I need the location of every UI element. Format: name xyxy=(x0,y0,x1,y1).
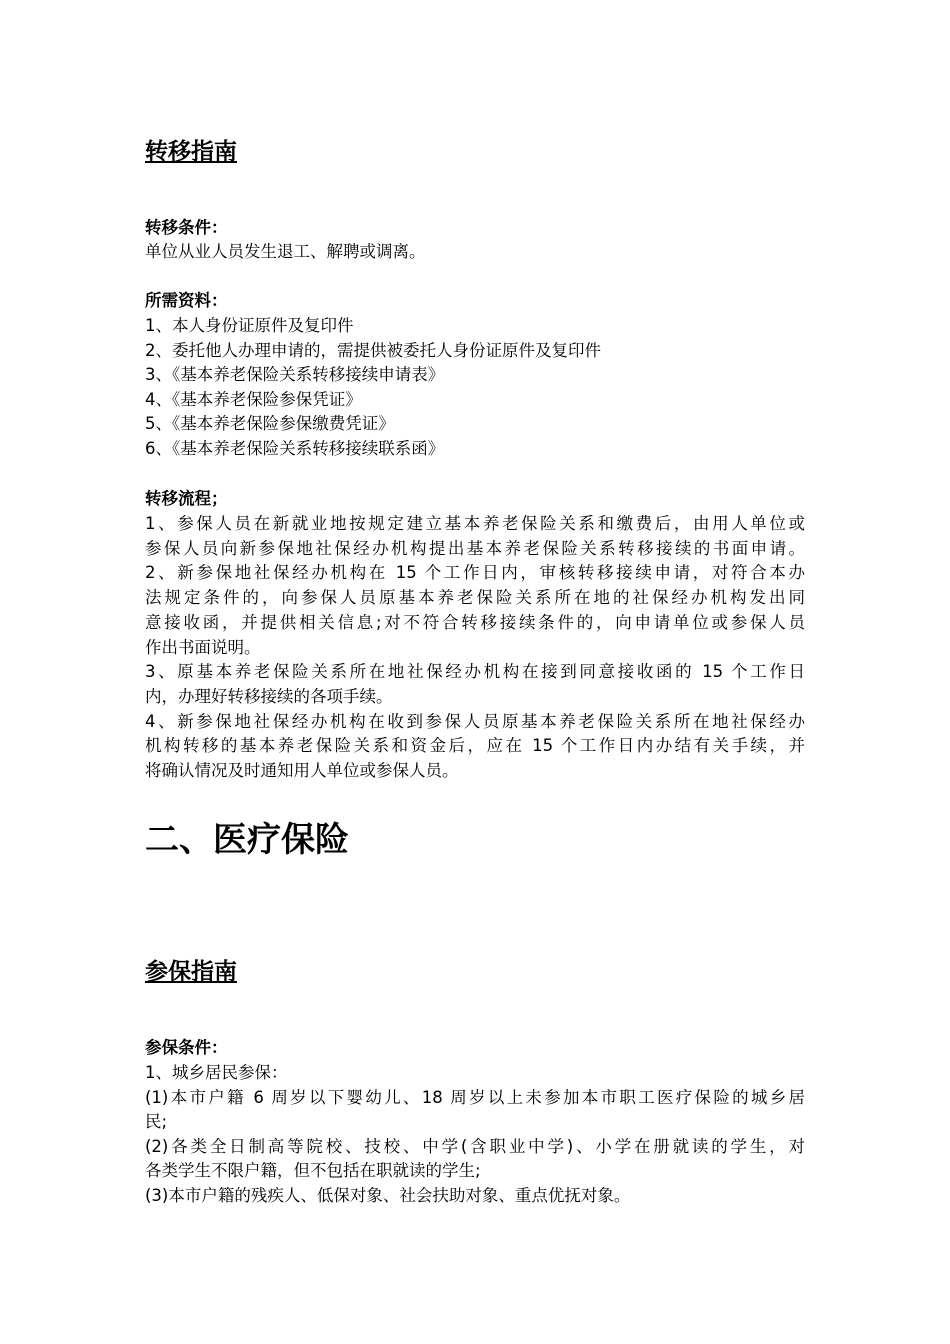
chapter-title-medical-insurance: 二、医疗保险 xyxy=(145,820,349,860)
text-line: 3、《基本养老保险关系转移接续申请表》 xyxy=(145,365,445,385)
text-line: 参保人员向新参保地社保经办机构提出基本养老保险关系转移接续的书面申请。 xyxy=(145,538,805,558)
text-line: 4、新参保地社保经办机构在收到参保人员原基本养老保险关系所在地社保经办 xyxy=(145,711,805,731)
text-line: 5、《基本养老保险参保缴费凭证》 xyxy=(145,414,395,434)
text-line: (1)本市户籍 6 周岁以下婴幼儿、18 周岁以上未参加本市职工医疗保险的城乡居 xyxy=(145,1087,805,1107)
text-line: 民; xyxy=(145,1112,168,1132)
required-docs-label: 所需资料： xyxy=(145,291,228,310)
enrollment-conditions-label: 参保条件： xyxy=(145,1038,228,1057)
transfer-conditions-text: 单位从业人员发生退工、解聘或调离。 xyxy=(145,242,426,261)
text-line: 1、城乡居民参保： xyxy=(145,1063,288,1082)
section-title-transfer-guide: 转移指南 xyxy=(145,139,237,165)
text-line: 4、《基本养老保险参保凭证》 xyxy=(145,389,362,409)
text-line: 各类学生不限户籍，但不包括在职就读的学生; xyxy=(145,1161,481,1181)
text-line: 作出书面说明。 xyxy=(145,637,261,657)
text-line: 内，办理好转移接续的各项手续。 xyxy=(145,686,393,706)
text-line: 6、《基本养老保险关系转移接续联系函》 xyxy=(145,439,445,458)
text-line: 1、本人身份证原件及复印件 xyxy=(145,316,354,335)
text-line: 将确认情况及时通知用人单位或参保人员。 xyxy=(145,761,459,780)
text-line: 2、新参保地社保经办机构在 15 个工作日内，审核转移接续申请，对符合本办 xyxy=(145,563,805,583)
text-line: 法规定条件的，向参保人员原基本养老保险关系所在地的社保经办机构发出同 xyxy=(145,588,805,608)
section-title-enrollment-guide: 参保指南 xyxy=(145,959,237,985)
text-line: 2、委托他人办理申请的，需提供被委托人身份证原件及复印件 xyxy=(145,340,601,360)
text-line: 1、参保人员在新就业地按规定建立基本养老保险关系和缴费后，由用人单位或 xyxy=(145,514,805,533)
text-line: (3)本市户籍的残疾人、低保对象、社会扶助对象、重点优抚对象。 xyxy=(145,1186,631,1205)
text-line: (2)各类全日制高等院校、技校、中学(含职业中学)、小学在册就读的学生，对 xyxy=(145,1136,805,1156)
text-line: 3、原基本养老保险关系所在地社保经办机构在接到同意接收函的 15 个工作日 xyxy=(145,662,805,682)
text-line: 机构转移的基本养老保险关系和资金后，应在 15 个工作日内办结有关手续，并 xyxy=(145,736,805,756)
text-line: 意接收函，并提供相关信息;对不符合转移接续条件的，向申请单位或参保人员 xyxy=(145,612,805,632)
transfer-flow-label: 转移流程； xyxy=(145,489,228,508)
transfer-conditions-label: 转移条件： xyxy=(145,218,228,237)
